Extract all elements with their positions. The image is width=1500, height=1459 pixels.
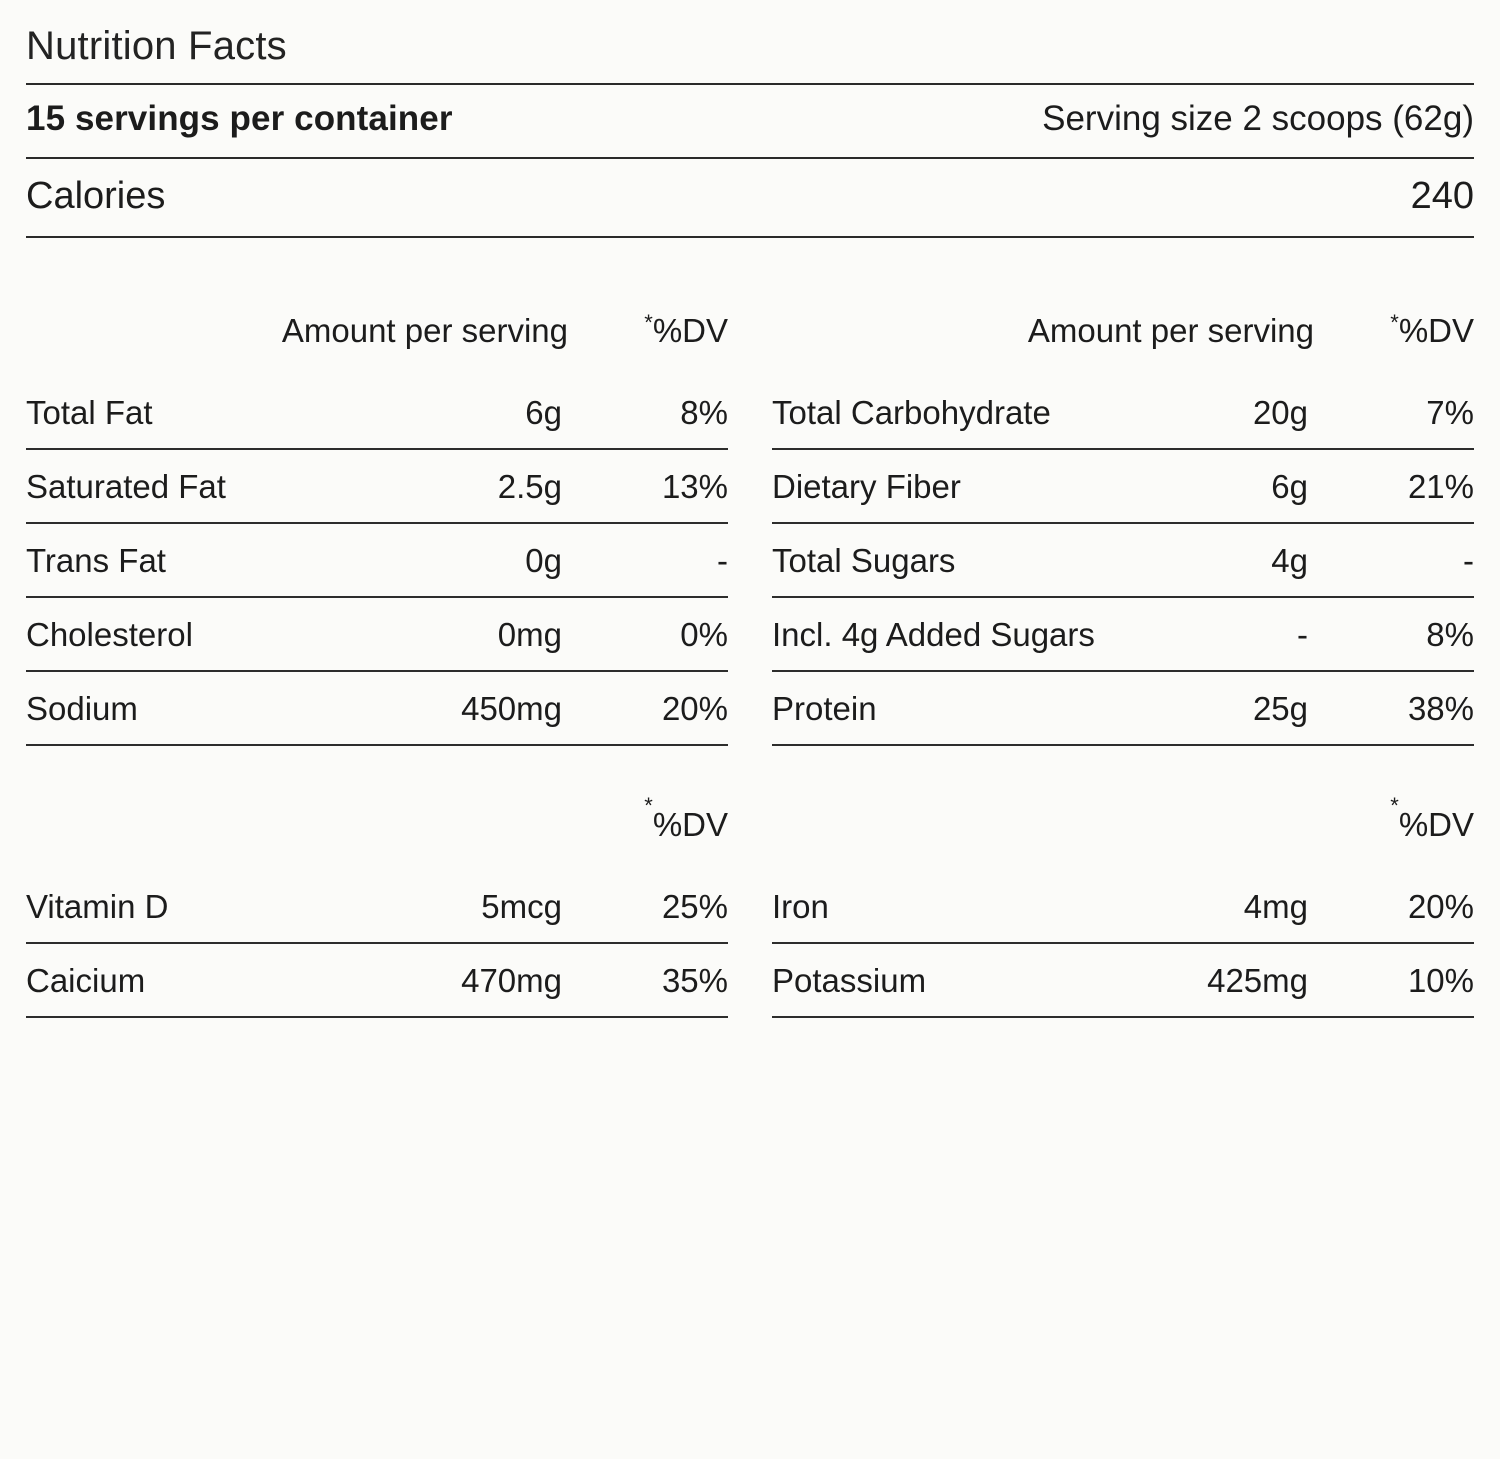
page-title: Nutrition Facts <box>26 24 287 68</box>
nutrient-name: Trans Fat <box>26 542 166 579</box>
servings-row <box>26 85 1474 157</box>
divider-right-group-end <box>772 744 1474 746</box>
dv-header-right <box>1314 312 1474 350</box>
nutrient-dv: 38% <box>1407 690 1474 727</box>
table-row <box>26 870 728 942</box>
nutrient-dv: 10% <box>1407 962 1474 999</box>
dv-header-text-left: %DV <box>652 312 728 349</box>
nutrient-dv: - <box>717 542 728 579</box>
servings-per-container: 15 servings per container <box>26 99 453 138</box>
nutrient-dv: 13% <box>661 468 728 505</box>
nutrient-amount: 2.5g <box>497 468 562 505</box>
nutrient-name: Dietary Fiber <box>772 468 961 505</box>
nutrient-name: Total Fat <box>26 394 153 431</box>
nutrient-name: Sodium <box>26 690 138 727</box>
nutrient-dv: 8% <box>680 394 728 431</box>
table-row <box>772 448 1474 522</box>
nutrient-name: Protein <box>772 690 877 727</box>
nutrient-dv: 8% <box>1426 616 1474 653</box>
dv-header-text-vitamins-left: %DV <box>652 806 728 843</box>
table-row <box>26 522 728 596</box>
table-row <box>772 376 1474 448</box>
nutrient-dv: 7% <box>1426 394 1474 431</box>
dv-header-text-right: %DV <box>1398 312 1474 349</box>
dv-header-vitamins-left <box>26 793 728 870</box>
table-row <box>26 376 728 448</box>
table-row <box>772 670 1474 744</box>
nutrient-dv: 20% <box>1407 888 1474 925</box>
nutrient-name: Cholesterol <box>26 616 193 653</box>
nutrient-amount: 5mcg <box>481 888 562 925</box>
nutrient-dv: 0% <box>680 616 728 653</box>
serving-size: Serving size 2 scoops (62g) <box>1042 99 1474 138</box>
table-row <box>772 522 1474 596</box>
amount-per-serving-header-left <box>26 312 728 376</box>
dv-header-text-vitamins-right: %DV <box>1398 806 1474 843</box>
table-row <box>26 670 728 744</box>
nutrient-amount: 450mg <box>461 690 562 727</box>
nutrient-amount: 6g <box>1271 468 1308 505</box>
nutrient-column-right <box>772 312 1474 1018</box>
amount-per-serving-header-right <box>772 312 1474 376</box>
nutrient-name: Caicium <box>26 962 146 999</box>
nutrient-amount: 4g <box>1271 542 1308 579</box>
table-row <box>26 448 728 522</box>
table-row <box>26 596 728 670</box>
nutrient-name: Vitamin D <box>26 888 169 925</box>
nutrient-name: Total Carbohydrate <box>772 394 1051 431</box>
dv-marker-left: * <box>644 310 653 335</box>
divider-left-group-end <box>26 744 728 746</box>
calories-row <box>26 159 1474 236</box>
amount-per-serving-label-right: Amount per serving <box>1027 312 1314 349</box>
amount-per-serving-label-left: Amount per serving <box>281 312 568 349</box>
table-row <box>26 942 728 1016</box>
dv-header-left <box>568 312 728 350</box>
vitamins-column-left <box>26 793 728 1018</box>
nutrient-name: Iron <box>772 888 829 925</box>
table-row <box>772 942 1474 1016</box>
nutrient-amount: 425mg <box>1207 962 1308 999</box>
nutrient-amount: 0mg <box>497 616 562 653</box>
table-row <box>772 596 1474 670</box>
dv-marker-vitamins-right: * <box>1390 793 1399 818</box>
nutrient-columns <box>26 312 1474 1018</box>
nutrient-amount: 470mg <box>461 962 562 999</box>
nutrient-amount: - <box>1297 616 1308 653</box>
vitamins-column-right <box>772 793 1474 1018</box>
nutrient-name: Total Sugars <box>772 542 956 579</box>
calories-value: 240 <box>1410 175 1474 217</box>
nutrient-dv: 21% <box>1407 468 1474 505</box>
dv-marker-vitamins-left: * <box>644 793 653 818</box>
divider-vitamins-left-end <box>26 1016 728 1018</box>
dv-marker-right: * <box>1390 310 1399 335</box>
nutrient-name: Potassium <box>772 962 927 999</box>
nutrient-amount: 25g <box>1252 690 1308 727</box>
nutrient-column-left <box>26 312 728 1018</box>
nutrient-amount: 20g <box>1252 394 1308 431</box>
divider-under-calories <box>26 236 1474 238</box>
nutrient-dv: 35% <box>661 962 728 999</box>
nutrient-amount: 6g <box>525 394 562 431</box>
nutrient-amount: 0g <box>525 542 562 579</box>
nutrient-name: Saturated Fat <box>26 468 226 505</box>
dv-header-vitamins-right <box>772 793 1474 870</box>
divider-vitamins-right-end <box>772 1016 1474 1018</box>
nutrient-dv: 20% <box>661 690 728 727</box>
nutrient-dv: 25% <box>661 888 728 925</box>
calories-label: Calories <box>26 175 166 217</box>
nutrient-amount: 4mg <box>1243 888 1308 925</box>
table-row <box>772 870 1474 942</box>
nutrient-name: Incl. 4g Added Sugars <box>772 616 1095 653</box>
nutrient-dv: - <box>1463 542 1474 579</box>
